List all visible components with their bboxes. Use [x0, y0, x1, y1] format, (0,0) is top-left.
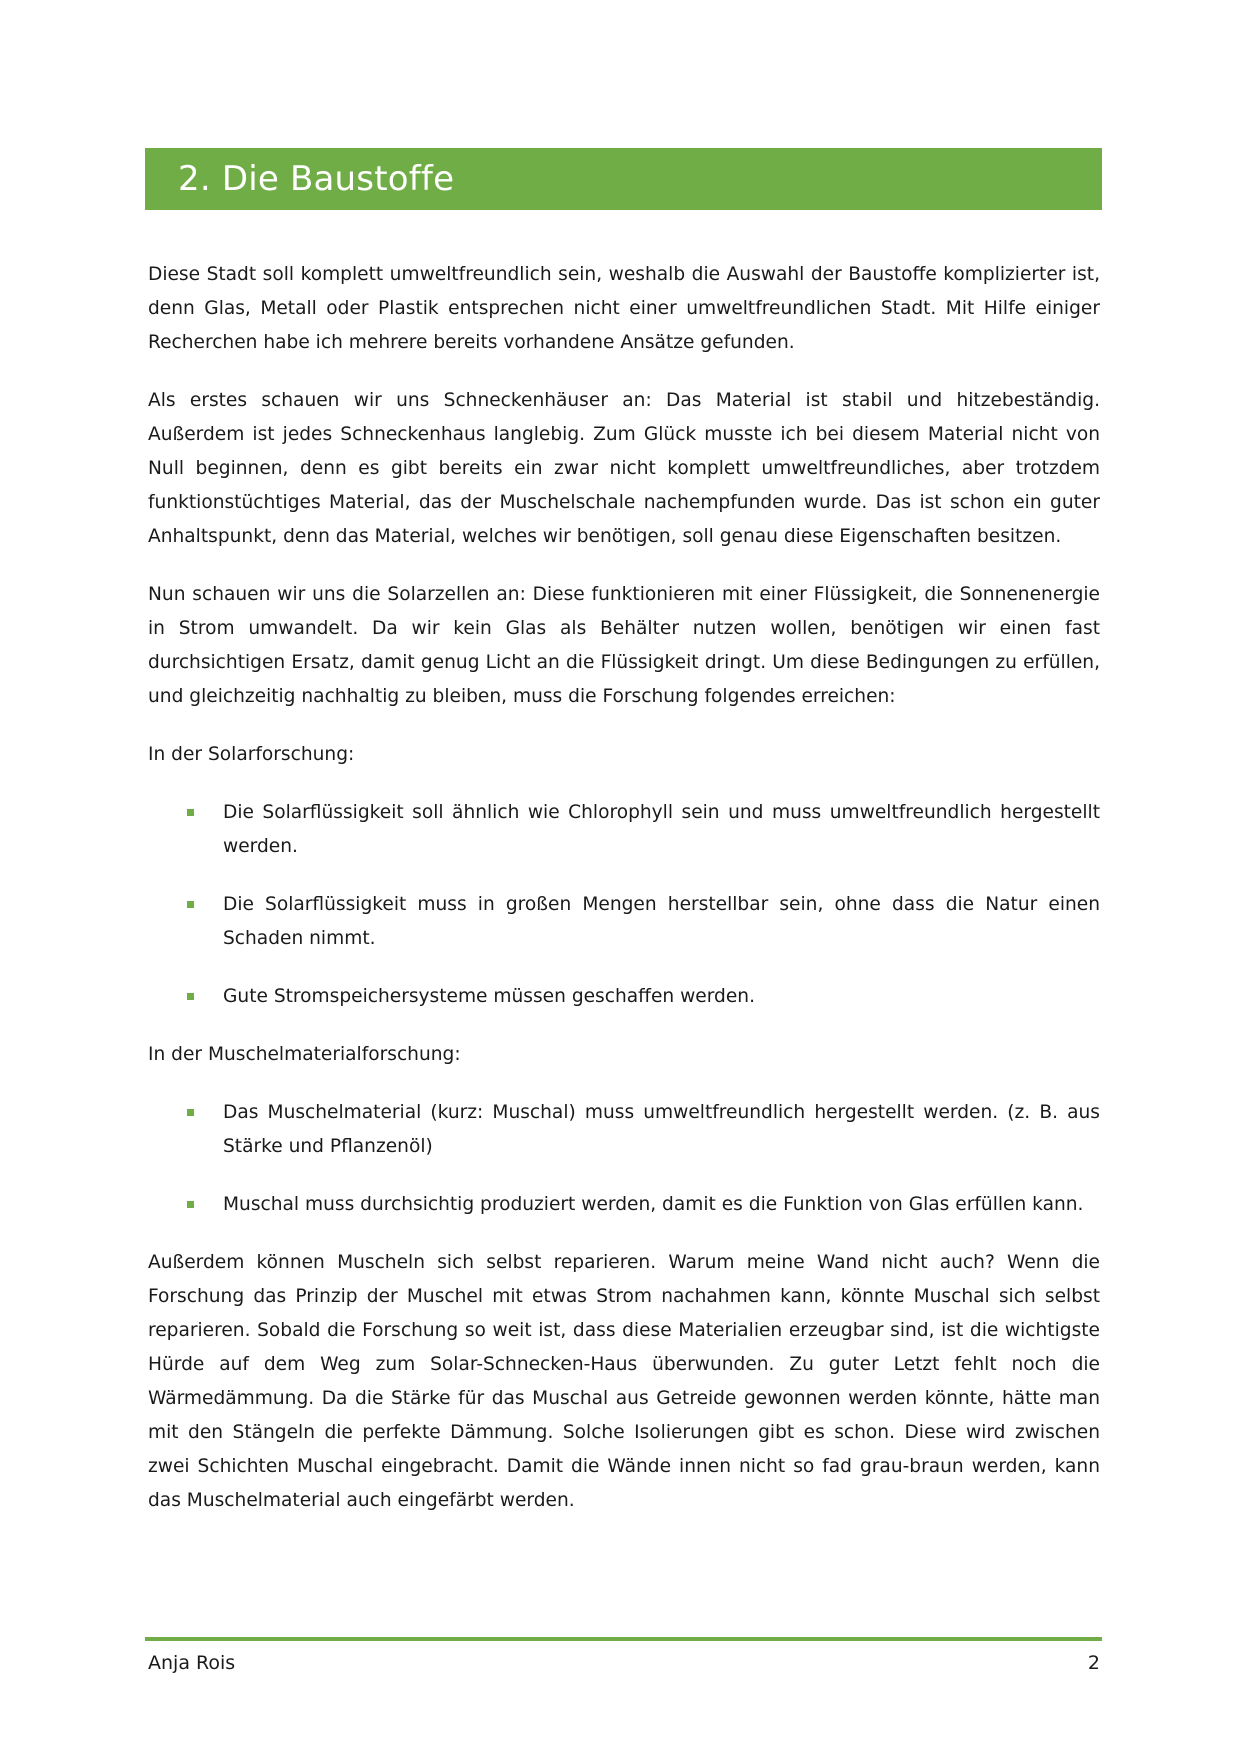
footer-divider: [145, 1637, 1102, 1641]
square-bullet-icon: [187, 1201, 194, 1208]
shell-material-research-label: In der Muschelmaterialforschung:: [148, 1044, 461, 1065]
list-item-text: Die Solarflüssigkeit muss in großen Mengen herstellbar sein, ohne dass die Natur einen Schaden nimmt.: [223, 894, 1100, 949]
list-item-text: Die Solarflüssigkeit soll ähnlich wie Chlorophyll sein und muss umweltfreundlich hergestellt werden.: [223, 802, 1100, 857]
square-bullet-icon: [187, 993, 194, 1000]
section-title: 2. Die Baustoffe: [178, 159, 455, 199]
paragraph-closing: Außerdem können Muscheln sich selbst reparieren. Warum meine Wand nicht auch? Wenn die Forschung das Prinzip der Muschel mit etwas Strom nachahmen kann, könnte Muschal sich selbst reparieren. Sobald die Forschung so weit ist, dass diese Materialien erzeugbar sind, ist die wichtigste Hürde auf dem Weg zum Solar-Schnecken-Haus überwunden. Zu guter Letzt fehlt noch die Wärmedämmung. Da die Stärke für das Muschal aus Getreide gewonnen werden könnte, hätte man mit den Stängeln die perfekte Dämmung. Solche Isolierungen gibt es schon. Diese wird zwischen zwei Schichten Muschal eingebracht. Damit die Wände innen nicht so fad grau-braun werden, kann das Muschelmaterial auch eingefärbt werden.: [148, 1252, 1100, 1511]
footer-author: Anja Rois: [148, 1652, 236, 1674]
list-item-text: Muschal muss durchsichtig produziert werden, damit es die Funktion von Glas erfüllen kann.: [223, 1194, 1084, 1215]
section-heading-bar: [145, 148, 1102, 210]
list-item: [148, 888, 1100, 956]
solar-research-label: In der Solarforschung:: [148, 744, 355, 765]
solar-research-list: [148, 796, 1100, 1014]
paragraph-intro: Diese Stadt soll komplett umweltfreundlich sein, weshalb die Auswahl der Baustoffe komplizierter ist, denn Glas, Metall oder Plastik entsprechen nicht einer umweltfreundlichen Stadt. Mit Hilfe einiger Recherchen habe ich mehrere bereits vorhandene Ansätze gefunden.: [148, 264, 1100, 353]
paragraph-solar-cells: Nun schauen wir uns die Solarzellen an: Diese funktionieren mit einer Flüssigkeit, die Sonnenenergie in Strom umwandelt. Da wir kein Glas als Behälter nutzen wollen, benötigen wir einen fast durchsichtigen Ersatz, damit genug Licht an die Flüssigkeit dringt. Um diese Bedingungen zu erfüllen, und gleichzeitig nachhaltig zu bleiben, muss die Forschung folgendes erreichen:: [148, 584, 1100, 707]
page-number: 2: [1087, 1652, 1100, 1674]
list-item: [148, 1096, 1100, 1164]
square-bullet-icon: [187, 1109, 194, 1116]
shell-material-research-list: [148, 1096, 1100, 1222]
list-item-text: Das Muschelmaterial (kurz: Muschal) muss umweltfreundlich hergestellt werden. (z. B. aus Stärke und Pflanzenöl): [223, 1102, 1100, 1157]
list-item: [148, 980, 1100, 1014]
paragraph-snail-shells: Als erstes schauen wir uns Schneckenhäuser an: Das Material ist stabil und hitzebeständig. Außerdem ist jedes Schneckenhaus langlebig. Zum Glück musste ich bei diesem Material nicht von Null beginnen, denn es gibt bereits ein zwar nicht komplett umweltfreundliches, aber trotzdem funktionstüchtiges Material, das der Muschelschale nachempfunden wurde. Das ist schon ein guter Anhaltspunkt, denn das Material, welches wir benötigen, soll genau diese Eigenschaften besitzen.: [148, 390, 1100, 547]
square-bullet-icon: [187, 809, 194, 816]
list-item: [148, 796, 1100, 864]
page-footer: [148, 1648, 1100, 1678]
square-bullet-icon: [187, 901, 194, 908]
list-item: [148, 1188, 1100, 1222]
document-body: [148, 258, 1100, 1542]
list-item-text: Gute Stromspeichersysteme müssen geschaffen werden.: [223, 986, 755, 1007]
